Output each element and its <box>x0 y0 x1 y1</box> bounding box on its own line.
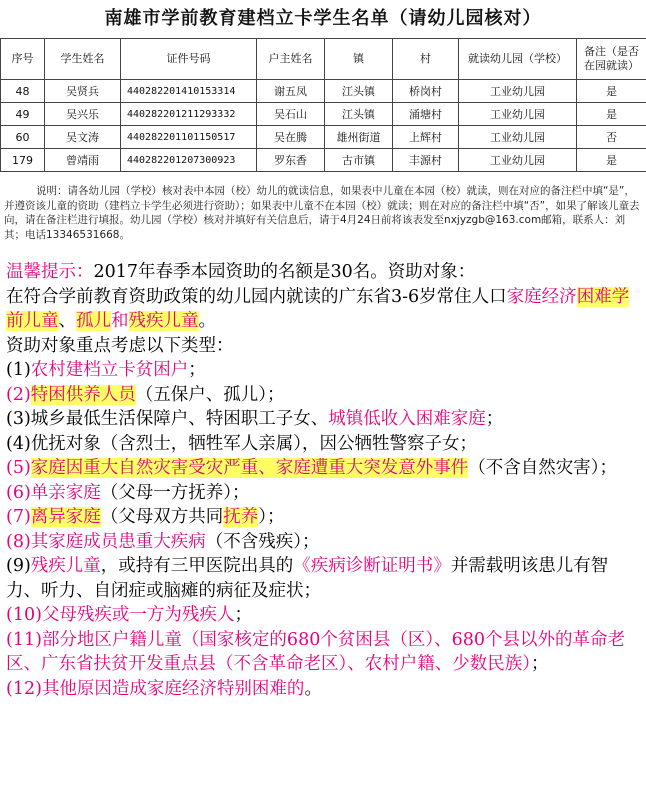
cell-student-name: 吴兴乐 <box>45 103 121 126</box>
tips-types-heading: 资助对象重点考虑以下类型： <box>6 335 234 356</box>
cell-remark: 否 <box>577 126 646 149</box>
cell-village: 涌塘村 <box>393 103 459 126</box>
cell-kindergarten: 工业幼儿园 <box>459 149 577 172</box>
tips-heading-line <box>6 260 642 285</box>
cell-student-name: 吴文涛 <box>45 126 121 149</box>
header-student-name: 学生姓名 <box>45 39 121 80</box>
cell-remark: 是 <box>577 103 646 126</box>
table-header-row <box>1 39 646 80</box>
cell-household-head: 吴在腾 <box>257 126 325 149</box>
cell-town: 江头镇 <box>325 103 393 126</box>
cell-kindergarten: 工业幼儿园 <box>459 80 577 103</box>
cell-index: 60 <box>1 126 45 149</box>
cell-id-number: 440282201207300923 <box>121 149 257 172</box>
subsidy-tips <box>6 260 642 701</box>
cell-village: 上辉村 <box>393 126 459 149</box>
cell-kindergarten: 工业幼儿园 <box>459 103 577 126</box>
list-item: (2)特困供养人员（五保户、孤儿）； <box>6 384 285 405</box>
cell-kindergarten: 工业幼儿园 <box>459 126 577 149</box>
list-item: (4)优抚对象（含烈士，牺牲军人亲属），因公牺牲警察子女； <box>6 433 478 454</box>
cell-index: 48 <box>1 80 45 103</box>
list-item: (6)单亲家庭（父母一方抚养）； <box>6 482 250 503</box>
cell-household-head: 谢五凤 <box>257 80 325 103</box>
header-town: 镇 <box>325 39 393 80</box>
cell-remark: 是 <box>577 149 646 172</box>
cell-id-number: 440282201101150517 <box>121 126 257 149</box>
list-item: (10)父母残疾或一方为残疾人； <box>6 605 252 625</box>
table-row <box>1 80 646 103</box>
cell-household-head: 罗东香 <box>257 149 325 172</box>
table-row <box>1 149 646 172</box>
cell-remark: 是 <box>577 80 646 103</box>
cell-student-name: 吴贤兵 <box>45 80 121 103</box>
cell-index: 49 <box>1 103 45 126</box>
header-village: 村 <box>393 39 459 80</box>
table-row <box>1 126 646 149</box>
list-item: (7)离异家庭（父母双方共同抚养）； <box>6 507 285 527</box>
cell-town: 古市镇 <box>325 149 393 172</box>
tips-target-desc: 在符合学前教育资助政策的幼儿园内就读的广东省3-6岁常住人口家庭经济困难学前儿童、孤儿和残疾儿童。 <box>6 286 630 331</box>
cell-household-head: 吴石山 <box>257 103 325 126</box>
cell-town: 雄州街道 <box>325 126 393 149</box>
header-id-number: 证件号码 <box>121 39 257 80</box>
list-item: (9)残疾儿童，或持有三甲医院出具的《疾病诊断证明书》并需载明该患儿有智力、听力、自闭症或脑瘫的病征及症状； <box>6 556 609 601</box>
header-remark: 备注（是否在园就读） <box>577 39 646 80</box>
cell-town: 江头镇 <box>325 80 393 103</box>
header-index: 序号 <box>1 39 45 80</box>
student-roster-table <box>0 38 646 172</box>
list-item: (8)其家庭成员患重大疾病（不含残疾）； <box>6 531 320 552</box>
list-item: (11)部分地区户籍儿童（国家核定的680个贫困县（区）、680个县以外的革命老区、广东省扶贫开发重点县（不含革命老区）、农村户籍、少数民族）； <box>6 629 625 674</box>
cell-id-number: 440282201410153314 <box>121 80 257 103</box>
table-row <box>1 103 646 126</box>
list-item: (1)农村建档立卡贫困户； <box>6 360 206 380</box>
cell-index: 179 <box>1 149 45 172</box>
cell-village: 桥岗村 <box>393 80 459 103</box>
cell-student-name: 曾靖雨 <box>45 149 121 172</box>
explanation-note: 说明：请各幼儿园（学校）核对表中本园（校）幼儿的就读信息，如果表中儿童在本园（校）就读，则在对应的备注栏中填“是”，并遵资该儿童的资助（建档立卡学生必须进行资助）；如果表中儿童不在本园（校）就读；则在对应的备注栏中填“否”，如果了解该儿童去向，请在备注栏进行填报。幼儿园（学校）核对并填好有关信息后，请于4月24日前将该表发至nxjyzgb@163.com邮箱，联系人：刘其；电话13346531668。 <box>4 185 640 241</box>
list-item: (3)城乡最低生活保障户、特困职工子女、城镇低收入困难家庭； <box>6 409 504 429</box>
list-item: (5)家庭因重大自然灾害受灾严重、家庭遭重大突发意外事件（不含自然灾害）； <box>6 458 618 478</box>
header-kindergarten: 就读幼儿园（学校） <box>459 39 577 80</box>
cell-id-number: 440282201211293332 <box>121 103 257 126</box>
tips-quota: 2017年春季本园资助的名额是30名。资助对象： <box>93 262 476 282</box>
header-household-head: 户主姓名 <box>257 39 325 80</box>
list-item: (12)其他原因造成家庭经济特别困难的。 <box>6 678 322 699</box>
tips-lead: 温馨提示： <box>6 262 94 282</box>
page-title: 南雄市学前教育建档立卡学生名单（请幼儿园核对） <box>104 8 542 29</box>
cell-village: 丰源村 <box>393 149 459 172</box>
